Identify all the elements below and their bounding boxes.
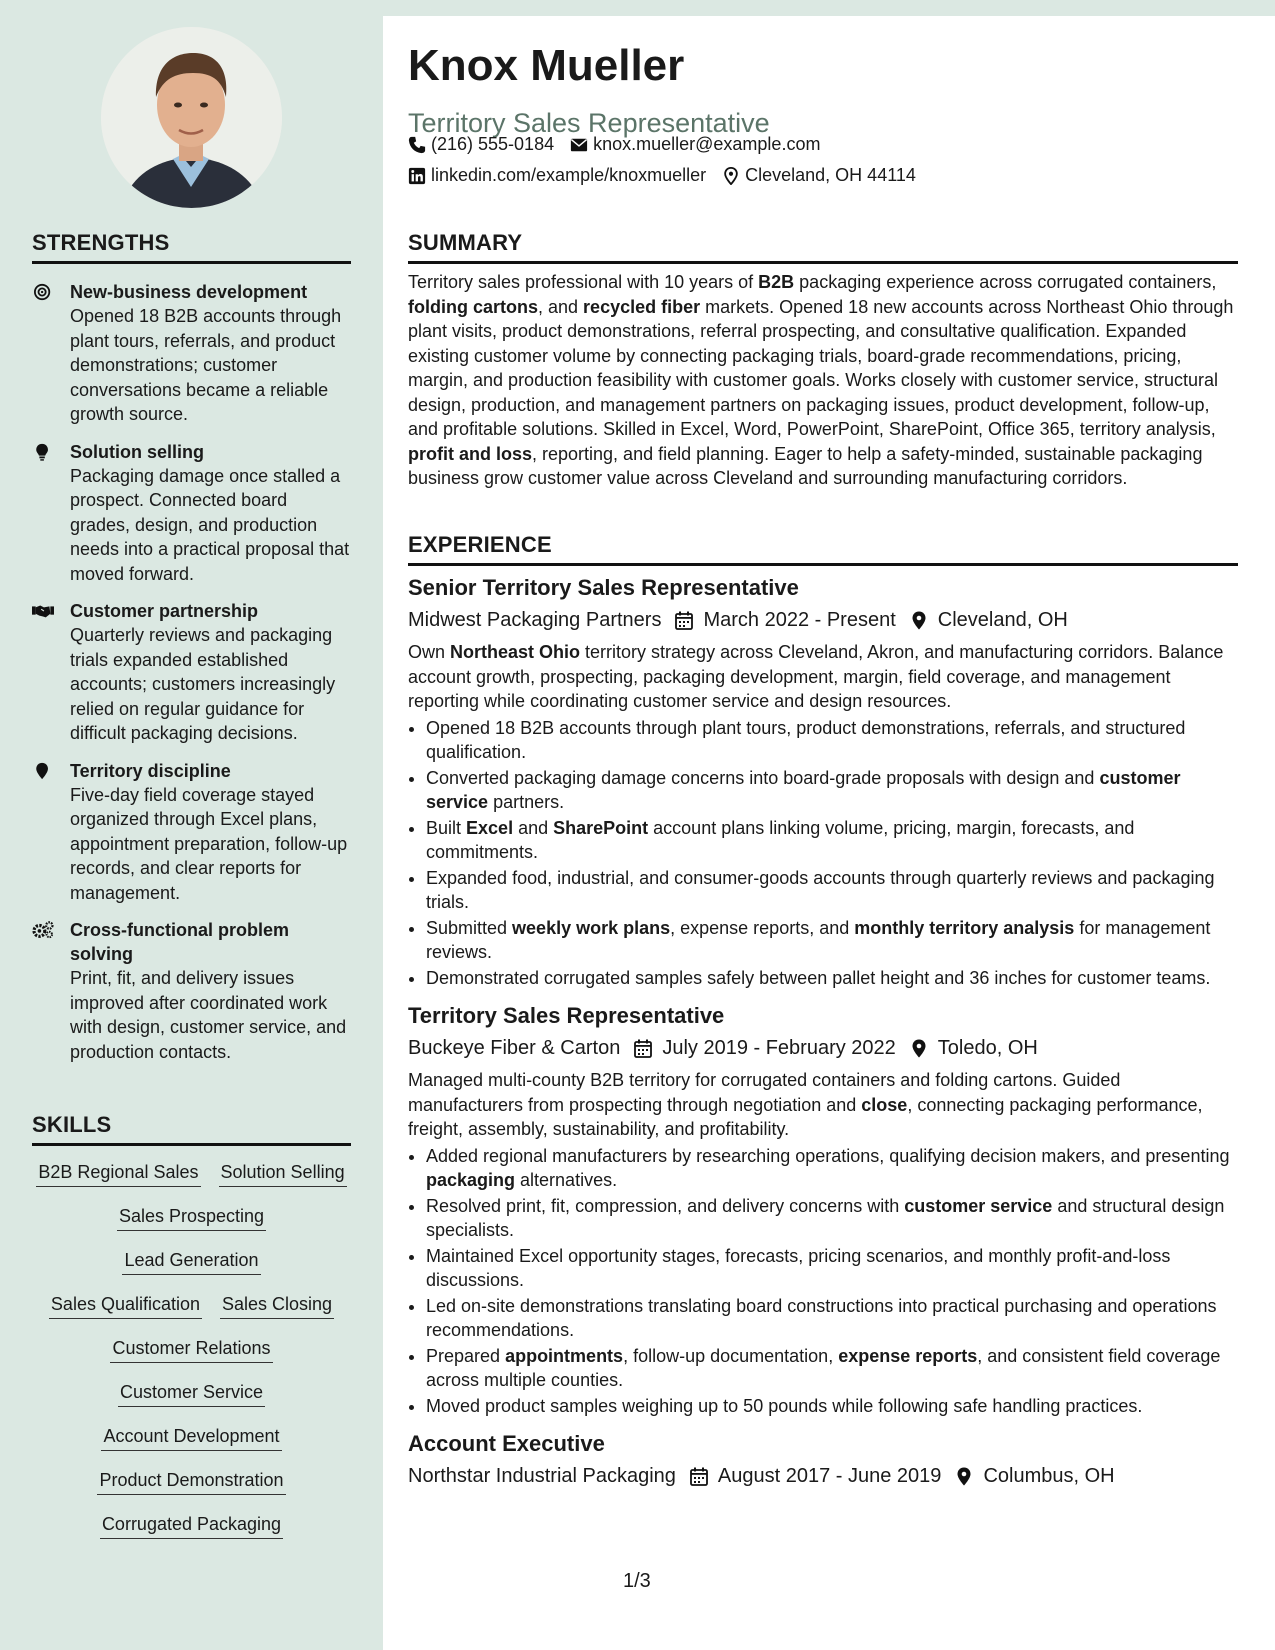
skill-tag: Corrugated Packaging (100, 1512, 283, 1539)
job-location: Columbus, OH (983, 1465, 1115, 1487)
strength-title: Territory discipline (70, 760, 231, 781)
job-title: Territory Sales Representative (408, 1003, 725, 1028)
skills-section (32, 1112, 351, 1556)
job-meta (408, 1462, 1238, 1490)
avatar (101, 27, 282, 208)
job-dates: August 2017 - June 2019 (717, 1465, 942, 1487)
lightbulb-icon (32, 443, 54, 461)
skill-tag: Sales Closing (220, 1292, 334, 1319)
envelope-icon (570, 136, 588, 154)
job-title: Senior Territory Sales Representative (408, 575, 799, 600)
strength-item (32, 280, 351, 427)
strength-title: Cross-functional problem solving (70, 920, 290, 964)
strength-title: Solution selling (70, 441, 204, 462)
linkedin-icon (408, 167, 426, 185)
strength-title: New-business development (70, 282, 308, 302)
bullet-item: • Added regional manufacturers by researching operations, qualifying decision makers, and presenting packaging alternatives. (426, 1144, 1238, 1193)
job-meta (408, 1034, 1238, 1062)
job-company: Northstar Industrial Packaging (408, 1465, 676, 1487)
summary-text: Territory sales professional with 10 years of B2B packaging experience across corrugated containers, folding cartons, and recycled fiber markets. Opened 18 new accounts across Northeast Ohio through plant visits, product demonstrations, referral prospecting, and consultative qualification. Expanded existing customer volume by connecting packaging trials, board-grade recommendations, pricing, margin, and production feasibility with customer goals. Works closely with customer service, structural design, production, and management partners on packaging issues, product development, follow-up, and profitable solutions. Skilled in Excel, Word, PowerPoint, SharePoint, Office 365, territory analysis, profit and loss, reporting, and field planning. Eager to help a safety-minded, sustainable packaging business grow customer value across Cleveland and surrounding manufacturing corridors. (408, 272, 1234, 488)
job-bullets (408, 1144, 1238, 1419)
job-description: Own Northeast Ohio territory strategy across Cleveland, Akron, and manufacturing corridors. Balance account growth, prospecting, packaging development, margin, field coverage, and management reporting while coordinating customer service and design resources. (408, 642, 1224, 711)
bullet-item: • Led on-site demonstrations translating board constructions into practical purchasing and operations recommendations. (426, 1294, 1238, 1343)
calendar-icon (634, 1039, 652, 1058)
bullet-item: • Submitted weekly work plans, expense reports, and monthly territory analysis for management reviews. (426, 916, 1238, 965)
bullet-item: • Maintained Excel opportunity stages, forecasts, pricing scenarios, and monthly profit-and-loss discussions. (426, 1244, 1238, 1293)
target-icon (32, 283, 54, 301)
job-description: Managed multi-county B2B territory for corrugated containers and folding cartons. Guided manufacturers from prospecting through negotiation and close, connecting packaging performance, freight, assembly, sustainability, and profitability. (408, 1070, 1203, 1139)
phone-icon (408, 136, 426, 154)
strength-item (32, 759, 351, 906)
skill-tag: Lead Generation (122, 1248, 260, 1275)
experience-heading: EXPERIENCE (408, 532, 1238, 566)
location-pin-icon (722, 167, 740, 185)
map-pin-icon (910, 1039, 928, 1058)
job-location: Toledo, OH (937, 1037, 1038, 1059)
skills-heading: SKILLS (32, 1112, 351, 1146)
skill-tag: Customer Service (118, 1380, 265, 1407)
skill-tag: B2B Regional Sales (36, 1160, 200, 1187)
strengths-section (32, 230, 351, 1064)
job-location: Cleveland, OH (937, 609, 1068, 631)
strength-desc: Opened 18 B2B accounts through plant tours, referrals, and product demonstrations; customer conversations became a reliable growth source. (70, 306, 342, 424)
bullet-item: • Resolved print, fit, compression, and delivery concerns with customer service and structural design specialists. (426, 1194, 1238, 1243)
sidebar (0, 0, 383, 1650)
bullet-item: • Expanded food, industrial, and consumer-goods accounts through quarterly reviews and packaging trials. (426, 866, 1238, 915)
candidate-name: Knox Mueller (408, 41, 685, 90)
bullet-item: • Opened 18 B2B accounts through plant tours, product demonstrations, referrals, and structured qualification. (426, 716, 1238, 765)
strength-title: Customer partnership (70, 601, 259, 621)
strength-desc: Print, fit, and delivery issues improved after coordinated work with design, customer service, and production contacts. (70, 968, 347, 1062)
job-entry (408, 574, 1238, 990)
job-dates: July 2019 - February 2022 (662, 1037, 896, 1059)
location-text: Cleveland, OH 44114 (745, 165, 916, 185)
page-number: 1/3 (623, 1570, 651, 1592)
skill-tag: Customer Relations (110, 1336, 272, 1363)
calendar-icon (690, 1467, 708, 1486)
phone-number[interactable]: (216) 555-0184 (431, 134, 555, 154)
strength-item (32, 599, 351, 746)
skill-tag: Sales Qualification (49, 1292, 202, 1319)
summary-section (408, 230, 1238, 491)
bullet-item: • Built Excel and SharePoint account plans linking volume, pricing, margin, forecasts, and commitments. (426, 816, 1238, 865)
job-company: Midwest Packaging Partners (408, 609, 662, 631)
summary-heading: SUMMARY (408, 230, 1238, 264)
bullet-item: • Converted packaging damage concerns into board-grade proposals with design and customer service partners. (426, 766, 1238, 815)
skill-tag: Sales Prospecting (117, 1204, 266, 1231)
job-entry (408, 1430, 1238, 1490)
contact-row-2 (408, 165, 916, 186)
strengths-heading: STRENGTHS (32, 230, 351, 264)
bullet-item: • Prepared appointments, follow-up documentation, expense reports, and consistent field coverage across multiple counties. (426, 1344, 1238, 1393)
calendar-icon (675, 611, 693, 630)
map-pin-icon (955, 1467, 973, 1486)
job-bullets (408, 716, 1238, 991)
email-link[interactable]: knox.mueller@example.com (593, 134, 821, 154)
handshake-icon (32, 602, 54, 620)
candidate-title: Territory Sales Representative (408, 108, 770, 138)
skill-tag: Solution Selling (219, 1160, 347, 1187)
bullet-item: • Moved product samples weighing up to 50 pounds while following safe handling practices. (426, 1394, 1238, 1419)
gears-icon (32, 921, 54, 939)
job-title: Account Executive (408, 1431, 605, 1456)
skill-tag: Account Development (101, 1424, 281, 1451)
job-meta (408, 606, 1238, 634)
map-pin-icon (32, 762, 54, 780)
strength-item (32, 440, 351, 587)
strength-item (32, 918, 351, 1064)
experience-section (408, 532, 1238, 1490)
job-company: Buckeye Fiber & Carton (408, 1037, 621, 1059)
main-content (383, 16, 1275, 1650)
strength-desc: Five-day field coverage stayed organized through Excel plans, appointment preparation, follow-up records, and clear reports for management. (70, 784, 348, 903)
strength-desc: Packaging damage once stalled a prospect. Connected board grades, design, and production needs into a practical proposal that moved forward. (70, 465, 350, 584)
job-entry (408, 1002, 1238, 1418)
map-pin-icon (910, 611, 928, 630)
linkedin-link[interactable]: linkedin.com/example/knoxmueller (431, 165, 707, 185)
bullet-item: • Demonstrated corrugated samples safely between pallet height and 36 inches for customer teams. (426, 966, 1238, 991)
strength-desc: Quarterly reviews and packaging trials expanded established accounts; customers increasingly relied on regular guidance for difficult packaging decisions. (70, 625, 336, 743)
skill-tag: Product Demonstration (97, 1468, 285, 1495)
job-dates: March 2022 - Present (703, 609, 896, 631)
contact-row-1 (408, 134, 820, 155)
